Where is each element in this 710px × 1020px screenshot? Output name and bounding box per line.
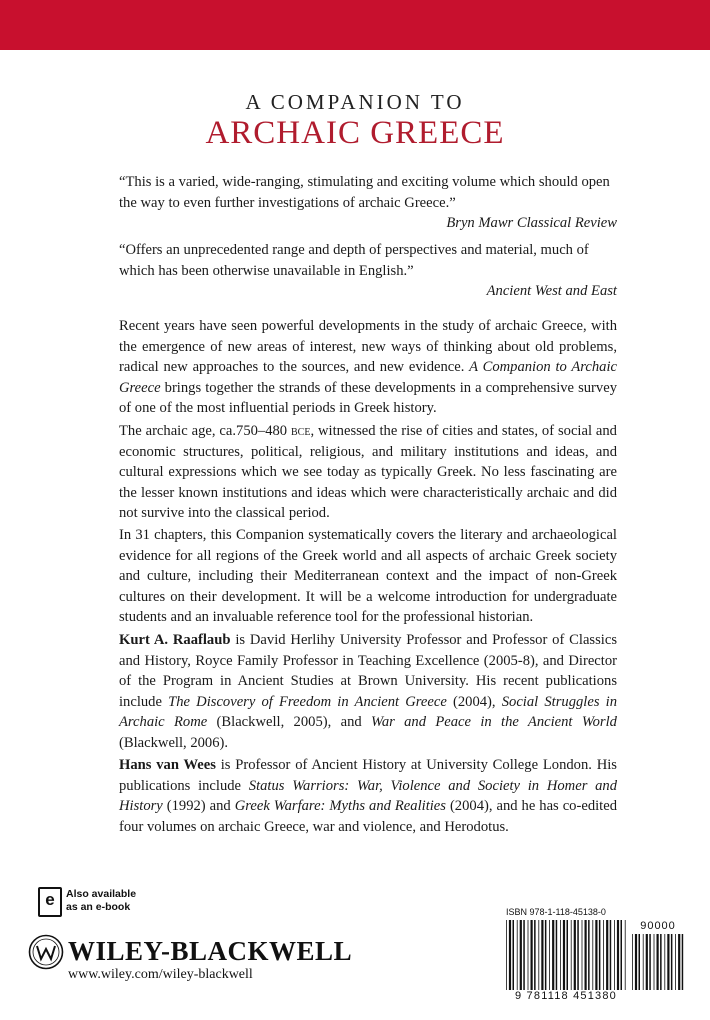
description-paragraph-1 (119, 316, 617, 419)
title-line-2: ARCHAIC GREECE (205, 115, 505, 151)
description-paragraph-2 (119, 421, 617, 524)
para1-book-title: A Companion to Archaic Greece (119, 359, 617, 396)
para1-text-a: Recent years have seen powerful developments in the study of archaic Greece, with the emergence of new areas of interest, new ways of thinking about old problems, radical new approaches to the sources, and new evidence. (119, 318, 617, 375)
author-bio-1 (119, 630, 617, 753)
title-line-1: A COMPANION TO (245, 90, 465, 114)
bio2-name: Hans van Wees (119, 757, 216, 773)
bio1-text-e: (Blackwell, 2005), and (207, 714, 371, 730)
isbn-label: ISBN 978-1-118-45138-0 (506, 907, 606, 917)
ebook-line-2: as an e-book (66, 901, 131, 913)
bio1-work-2: Social Struggles in Archaic Rome (119, 693, 618, 730)
bio1-text-a: is David Herlihy University Professor and Professor of Classics and History, Royce Family Professor in Teaching Excellence (2005-8), and Director of the Program in Ancient Studies at Brown University. His recent publications include (119, 632, 617, 710)
bio1-text-c: (2004), (446, 693, 502, 710)
bio1-work-3: War and Peace in the Ancient World (371, 714, 617, 730)
bio2-text-c: (1992) and (162, 798, 235, 814)
barcode-icon (506, 920, 628, 990)
wiley-blackwell-logo-icon (28, 934, 64, 970)
author-bio-2 (119, 755, 617, 837)
bio1-text-g: (Blackwell, 2006). (119, 734, 229, 751)
publisher-name: WILEY-BLACKWELL (68, 936, 353, 966)
ebook-line-1: Also available (66, 888, 137, 900)
barcode-addon-icon (632, 934, 684, 990)
bio2-work-1: Status Warriors: War, Violence and Society in Homer and History (119, 777, 618, 814)
ebook-icon: e (38, 887, 62, 917)
quote-2-source: Ancient West and East (486, 283, 617, 299)
para1-text-c: brings together the strands of these developments in a comprehensive survey of one of the most influential periods in Greek history. (119, 379, 617, 416)
quote-1-text: “This is a varied, wide-ranging, stimulating and exciting volume which should open the way to even further investigations of archaic Greece.” (119, 174, 610, 211)
ebook-notice (66, 888, 136, 914)
quote-2 (119, 240, 617, 302)
bio2-work-2: Greek Warfare: Myths and Realities (234, 798, 446, 814)
top-red-band (0, 0, 710, 50)
quote-2-text: “Offers an unprecedented range and depth of perspectives and material, much of which has been otherwise unavailable in English.” (119, 242, 589, 279)
barcode-number: 9 781118 451380 (514, 990, 617, 1002)
bio2-text-a: is Professor of Ancient History at University College London. His publications include (119, 757, 617, 794)
bio1-name: Kurt A. Raaflaub (119, 632, 231, 648)
quote-1 (119, 172, 617, 234)
bio2-text-e: (2004), and he has co-edited four volumes on archaic Greece, war and violence, and Herodotus. (119, 798, 617, 835)
description-paragraph-3 (119, 525, 617, 628)
para2-text-c: , witnessed the rise of cities and states, of social and economic structures, political, religious, and military institutions and ideas, and cultural expressions which we see today as typically Greek. No less fascinating are the lesser known institutions and ideas which were characteristically archaic and did not survive into the classical period. (119, 423, 617, 521)
para3-text: In 31 chapters, this Companion systematically covers the literary and archaeological evidence for all regions of the Greek world and all aspects of archaic Greek society and culture, including their Mediterranean context and the impact of non-Greek cultures on their development. It will be a welcome introduction for undergraduate students and an invaluable reference tool for the professional historian. (119, 527, 617, 625)
para2-text-a: The archaic age, ca.750–480 (119, 423, 292, 439)
para2-era: bce (291, 423, 311, 439)
publisher-url[interactable]: www.wiley.com/wiley-blackwell (68, 967, 253, 982)
bio1-work-1: The Discovery of Freedom in Ancient Greece (168, 693, 447, 710)
quote-1-source: Bryn Mawr Classical Review (446, 215, 617, 231)
barcode-addon-number: 90000 (640, 920, 676, 932)
